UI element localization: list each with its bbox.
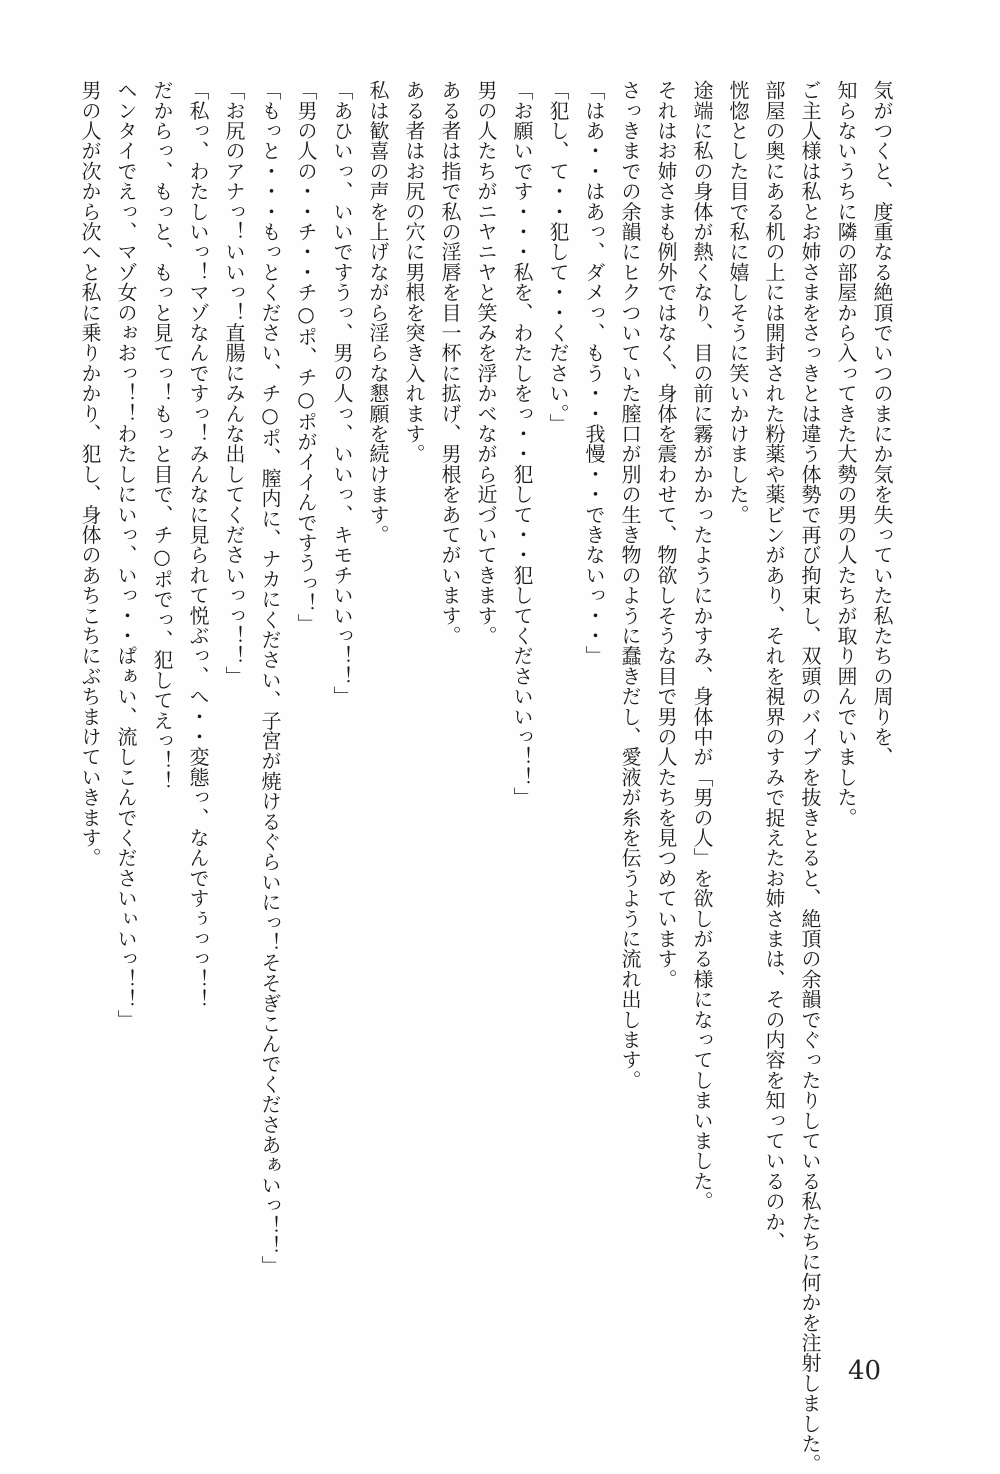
text-line: 「もっと・・・もっとください、チ○ポ、膣内に、ナカにください、子宮が焼けるぐらいにっ！そそぎこんでくださあぁいっ！！」	[258, 80, 282, 1276]
text-line: 知らないうちに隣の部屋から入ってきた大勢の男の人たちが取り囲んでいました。	[834, 80, 858, 828]
text-line: ヘンタイでえっ、マゾ女のぉおっ！！わたしにいっ、いっ・・ぱぁい、流しこんでくださいぃいっ！！」	[114, 80, 138, 1030]
text-line: 途端に私の身体が熱くなり、目の前に霧がかかったようにかすみ、身体中が「男の人」を欲しがる様になってしまいました。	[690, 80, 714, 1212]
page-number: 40	[848, 1356, 882, 1386]
text-line: それはお姉さまも例外ではなく、身体を震わせて、物欲しそうな目で男の人たちを見つめています。	[654, 80, 678, 989]
text-line: 男の人たちがニヤニヤと笑みを浮かべながら近づいてきます。	[474, 80, 498, 646]
text-line: だからっ、もっと、もっと見てっ！もっと目で、チ○ポでっ、犯してえっ！！	[150, 80, 174, 791]
text-line: 部屋の奥にある机の上には開封された粉薬や薬ビンがあり、それを視界のすみで捉えたお姉さまは、その内容を知っているのか、	[762, 80, 786, 1252]
text-line: ある者はお尻の穴に男根を突き入れます。	[402, 80, 426, 464]
text-line: 「あひいっ、いいですうっ、男の人っ、いいっ、キモチいいっ！！」	[330, 80, 354, 707]
text-line: 「私っ、わたしいっ！マゾなんですっ！みんなに見られて悦ぶっ、へ・・変態っ、なんですぅっっ！！	[186, 80, 210, 1010]
text-line: 私は歓喜の声を上げながら淫らな懇願を続けます。	[366, 80, 390, 545]
text-line: 恍惚とした目で私に嬉しそうに笑いかけました。	[726, 80, 750, 525]
text-line: 「お願いです・・・私を、わたしをっ・・犯して・・犯してくださいいっ！！」	[510, 80, 534, 808]
text-line: 「犯し、て・・犯して・・ください。」	[546, 80, 570, 434]
text-line: さっきまでの余韻にヒクついていた膣口が別の生き物のように蠢きだし、愛液が糸を伝うように流れ出します。	[618, 80, 642, 1091]
text-line: 気がつくと、度重なる絶頂でいつのまにか気を失っていた私たちの周りを、	[870, 80, 894, 767]
text-line: 男の人が次から次へと私に乗りかかり、犯し、身体のあちこちにぶちまけていきます。	[78, 80, 102, 868]
text-line: ある者は指で私の淫唇を目一杯に拡げ、男根をあてがいます。	[438, 80, 462, 646]
text-line: 「お尻のアナっ！いいっ！直腸にみんな出してくださいっっ！！」	[222, 80, 246, 686]
text-line: 「男の人の・・チ・・チ○ポ、チ○ポがイイんですうっ！」	[294, 80, 318, 634]
text-line: 「はあ・・はあっ、ダメっ、もう・・我慢・・できないっ・・」	[582, 80, 606, 666]
text-line: ご主人様は私とお姉さまをさっきとは違う体勢で再び拘束し、双頭のバイブを抜きとると、絶頂の余韻でぐったりしている私たちに何かを注射しました。	[798, 80, 822, 1474]
